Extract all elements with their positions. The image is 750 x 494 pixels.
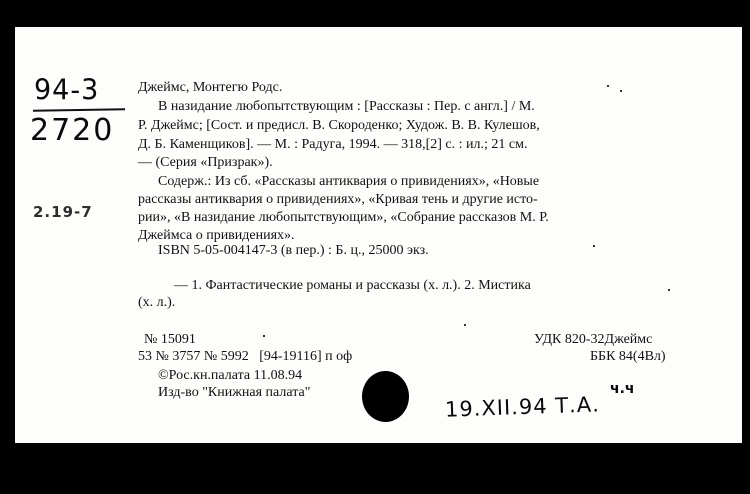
udk-code: УДК 820-32Джеймс	[534, 332, 653, 347]
handwritten-code-top: 94-3	[34, 74, 100, 107]
responsibility-line: Р. Джеймс; [Сост. и предисл. В. Скороденко; Худож. В. В. Кулешов,	[138, 118, 540, 133]
contents-line-1: Содерж.: Из сб. «Рассказы антиквария о привидениях», «Новые	[158, 174, 540, 189]
author-heading: Джеймс, Монтегю Родс.	[138, 80, 283, 95]
title-line: В назидание любопытствующим : [Рассказы : Пер. с англ.] / М.	[158, 99, 535, 114]
record-line: 53 № 3757 № 5992 [94-19116] п оф	[138, 349, 353, 364]
contents-line-4: Джеймса о привидениях».	[138, 228, 295, 243]
series-line: — (Серия «Призрак»).	[138, 155, 273, 170]
handwritten-mark: ч.ч	[610, 381, 635, 397]
bbk-code: ББК 84(4Вл)	[590, 349, 666, 364]
record-number: № 15091	[144, 332, 196, 347]
handwritten-date: 19.XII.94 Т.А.	[444, 392, 601, 422]
handwritten-scribble: 2.19-7	[33, 203, 93, 221]
speck	[263, 335, 265, 337]
publisher-line: Изд-во "Книжная палата"	[158, 385, 311, 400]
imprint-line: Д. Б. Каменщиков]. — М. : Радуга, 1994. — 318,[2] с. : ил.; 21 см.	[138, 137, 528, 152]
speck	[593, 245, 595, 247]
catalog-card	[15, 27, 742, 443]
contents-line-3: рии», «В назидание любопытствующим», «Собрание рассказов М. Р.	[138, 210, 549, 225]
speck	[464, 324, 466, 326]
handwritten-code-bottom: 2720	[30, 113, 115, 148]
speck	[607, 85, 609, 87]
isbn-line: ISBN 5-05-004147-3 (в пер.) : Б. ц., 25000 экз.	[158, 243, 429, 258]
chamber-stamp-line: ©Рос.кн.палата 11.08.94	[158, 368, 303, 383]
contents-line-2: рассказы антиквария о привидениях», «Кривая тень и другие исто-	[138, 192, 538, 207]
handwritten-underline-rule	[33, 108, 125, 111]
subjects-line-2: (х. л.).	[138, 295, 176, 310]
speck	[620, 90, 622, 92]
ink-blot	[362, 371, 409, 422]
speck	[668, 289, 670, 291]
subjects-line-1: — 1. Фантастические романы и рассказы (х. л.). 2. Мистика	[174, 278, 531, 293]
